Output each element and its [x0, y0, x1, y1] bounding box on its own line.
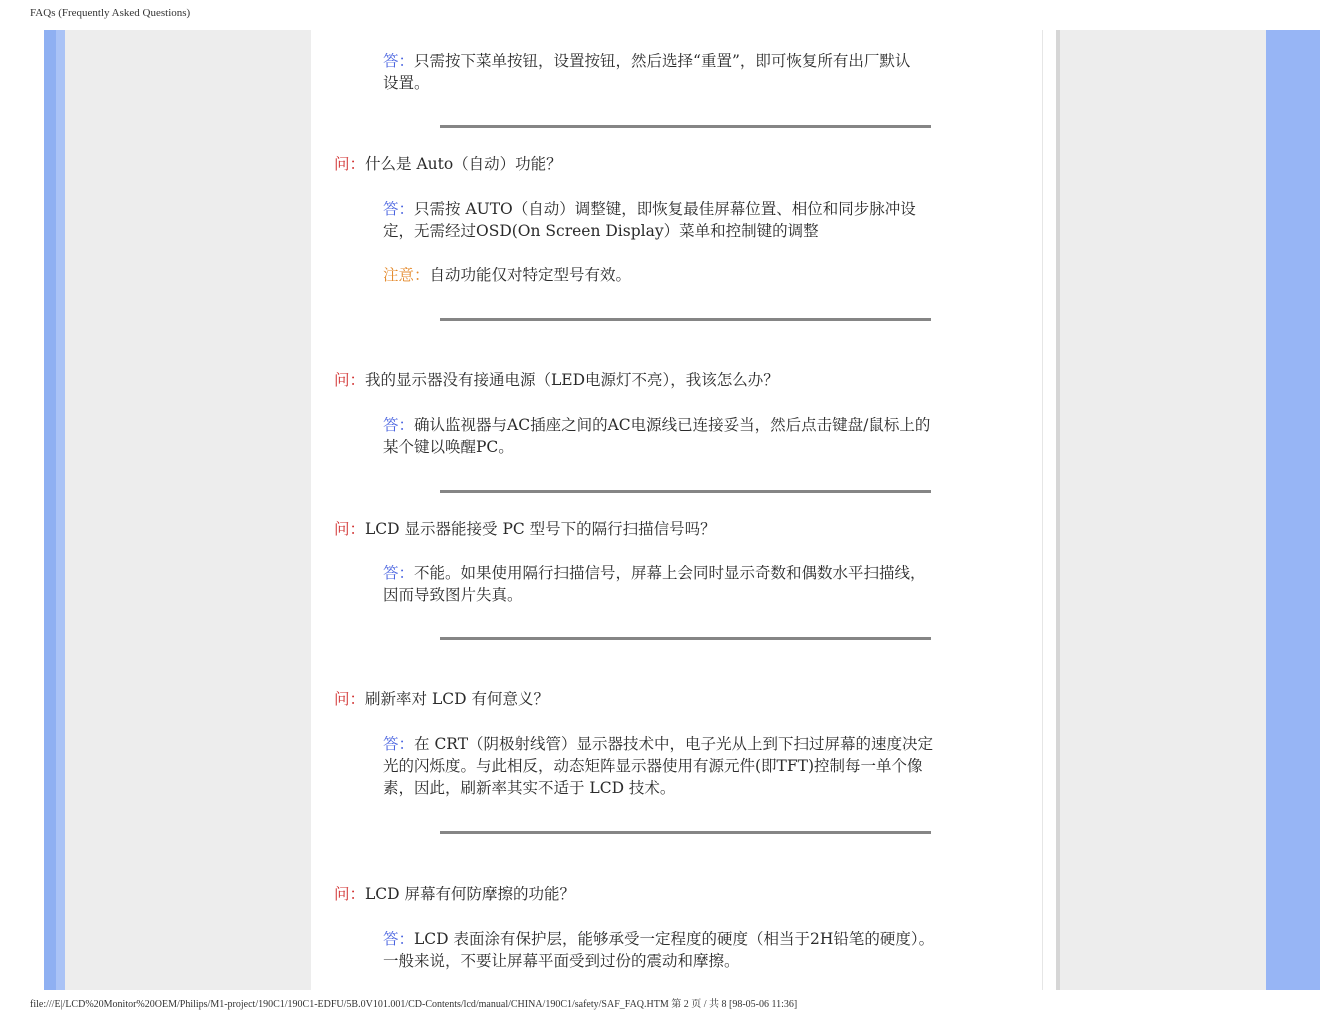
question-3: [334, 518, 716, 540]
divider: [440, 490, 931, 493]
answer-1: [383, 198, 916, 242]
answer-text-line: 素，因此，刷新率其实不适于 LCD 技术。: [383, 779, 676, 797]
question-text: 我的显示器没有接通电源（LED电源灯不亮），我该怎么办？: [365, 371, 779, 389]
divider: [440, 125, 931, 128]
answer-label: 答：: [383, 930, 415, 948]
divider: [440, 831, 931, 834]
right-blue-band: [1266, 30, 1320, 990]
question-label: 问：: [334, 885, 366, 903]
left-blue-band: [44, 30, 56, 990]
question-label: 问：: [334, 520, 366, 538]
question-4: [334, 688, 549, 710]
question-text: LCD 屏幕有何防摩擦的功能？: [365, 885, 576, 903]
answer-text-line: 不能。如果使用隔行扫描信号，屏幕上会同时显示奇数和偶数水平扫描线，: [414, 564, 926, 582]
page-header: FAQs (Frequently Asked Questions): [30, 7, 191, 19]
question-5: [334, 883, 575, 905]
right-gray-panel: [1060, 30, 1266, 990]
question-label: 问：: [334, 371, 366, 389]
divider: [440, 637, 931, 640]
answer-text-line: 因而导致图片失真。: [383, 586, 523, 604]
answer-text-line: 只需按 AUTO（自动）调整键，即恢复最佳屏幕位置、相位和同步脉冲设: [414, 200, 916, 218]
answer-label: 答：: [383, 564, 415, 582]
answer-label: 答：: [383, 200, 415, 218]
question-text: LCD 显示器能接受 PC 型号下的隔行扫描信号吗？: [365, 520, 716, 538]
answer-text-line: 在 CRT（阴极射线管）显示器技术中，电子光从上到下扫过屏幕的速度决定: [414, 735, 934, 753]
question-text: 刷新率对 LCD 有何意义？: [365, 690, 549, 708]
question-label: 问：: [334, 690, 366, 708]
answer-3: [383, 562, 926, 606]
question-label: 问：: [334, 155, 366, 173]
answer-text-line: 定，无需经过OSD(On Screen Display）菜单和控制键的调整: [383, 222, 819, 240]
answer-text-line: 设置。: [383, 74, 430, 92]
question-text: 什么是 Auto（自动）功能？: [365, 155, 562, 173]
answer-label: 答：: [383, 416, 415, 434]
answer-text-line: 确认监视器与AC插座之间的AC电源线已连接妥当，然后点击键盘/鼠标上的: [414, 416, 931, 434]
answer-label: 答：: [383, 735, 415, 753]
answer-text-line: 一般来说，不要让屏幕平面受到过份的震动和摩擦。: [383, 952, 740, 970]
answer-4: [383, 733, 933, 799]
question-2: [334, 369, 779, 391]
page-footer: file:///E|/LCD%20Monitor%20OEM/Philips/M1-project/190C1/190C1-EDFU/5B.0V101.001/CD-Contents/lcd/manual/CHINA/190C1/safety/SAF_FAQ.HTM 第 2 页 / 共 8 [98-05-06 11:36]: [30, 999, 798, 1010]
divider: [440, 318, 931, 321]
right-separator: [1042, 30, 1043, 990]
answer-2: [383, 414, 930, 458]
note-1: [383, 264, 631, 286]
left-gray-panel: [65, 30, 311, 990]
answer-text-line: 只需按下菜单按钮，设置按钮，然后选择“重置”，即可恢复所有出厂默认: [414, 52, 911, 70]
answer-label: 答：: [383, 52, 415, 70]
answer-text-line: 某个键以唤醒PC。: [383, 438, 514, 456]
note-text: 自动功能仅对特定型号有效。: [429, 266, 632, 284]
answer-text-line: 光的闪烁度。与此相反，动态矩阵显示器使用有源元件(即TFT)控制每一单个像: [383, 757, 923, 775]
answer-5: [383, 928, 934, 972]
left-light-blue-band: [56, 30, 65, 990]
question-1: [334, 153, 562, 175]
note-label: 注意：: [383, 266, 430, 284]
answer-0: [383, 50, 910, 94]
answer-text-line: LCD 表面涂有保护层，能够承受一定程度的硬度（相当于2H铅笔的硬度）。: [414, 930, 935, 948]
